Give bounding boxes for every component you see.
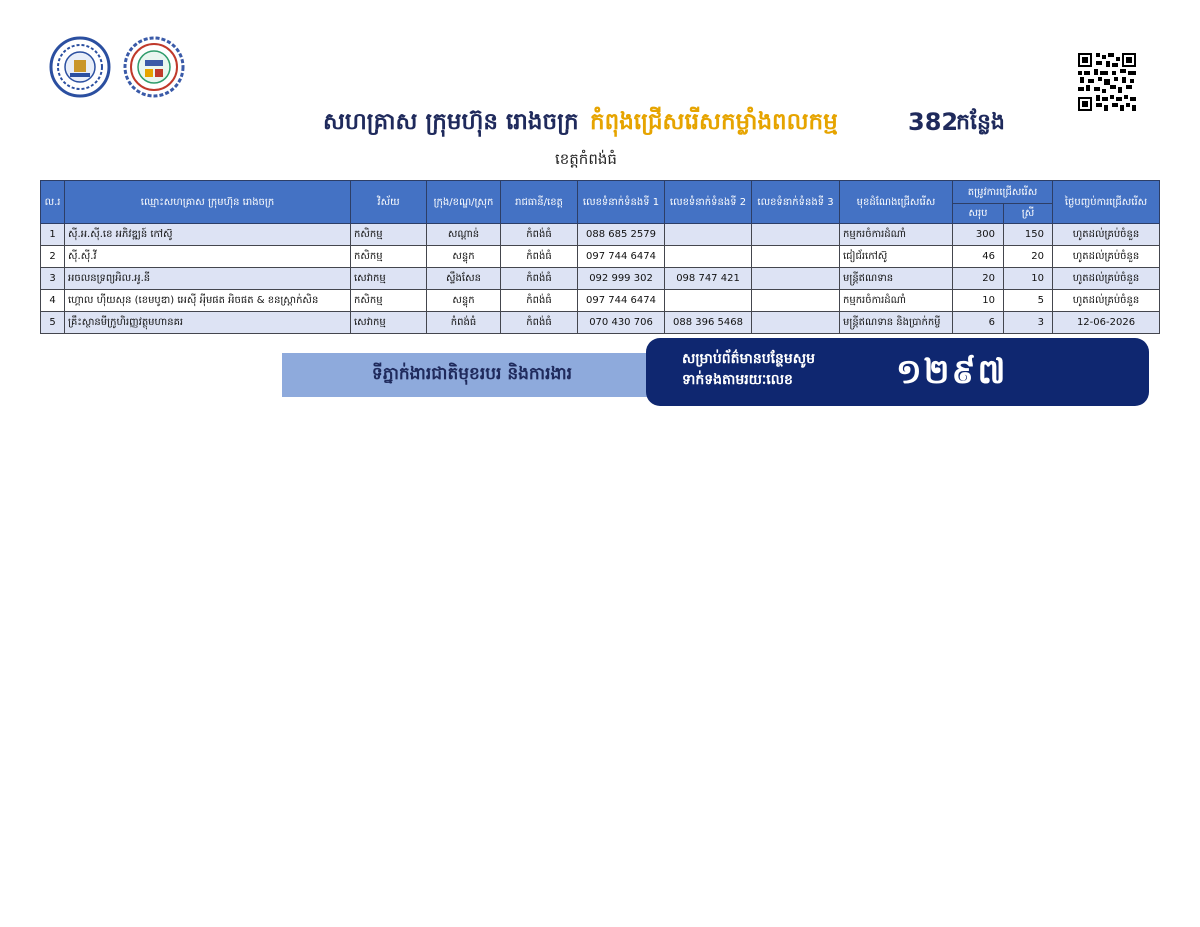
cell-deadline: ហូតដល់គ្រប់ចំនួន	[1053, 290, 1160, 312]
col-header-deadline: ថ្ងៃបញ្ចប់ការជ្រើសរើស	[1053, 181, 1160, 224]
cell-female: 150	[1004, 224, 1053, 246]
cell-deadline: 12-06-2026	[1053, 312, 1160, 334]
cell-sector: កសិកម្ម	[351, 290, 427, 312]
cell-no: 3	[41, 268, 65, 290]
cell-position: កម្មករចំការដំណាំ	[840, 290, 953, 312]
ministry-logo	[49, 36, 111, 98]
cell-province: កំពង់ធំ	[501, 290, 578, 312]
cell-name: ហ្គោល ហ៊ីយសុន (ខេមបូឌា) អេស៊ី អុីមផត អិចផត & ខនស្រ្តាក់សិន	[65, 290, 351, 312]
cell-deadline: ហូតដល់គ្រប់ចំនួន	[1053, 268, 1160, 290]
cell-total: 46	[953, 246, 1004, 268]
cell-phone2: 098 747 421	[665, 268, 752, 290]
col-header-district: ក្រុង/ខណ្ឌ/ស្រុក	[427, 181, 501, 224]
table-row	[41, 246, 1160, 268]
cell-district: ស្ទឹងសែន	[427, 268, 501, 290]
col-header-phone1: លេខទំនាក់ទំនងទី 1	[578, 181, 665, 224]
cell-phone3	[752, 224, 840, 246]
col-header-no: ល.រ	[41, 181, 65, 224]
hotline-note-line1: សម្រាប់ព័ត៌មានបន្ថែមសូម	[682, 351, 816, 367]
cell-phone1: 088 685 2579	[578, 224, 665, 246]
title-middle: កំពុងជ្រើសរើសកម្លាំងពលកម្ម	[590, 109, 838, 135]
cell-total: 300	[953, 224, 1004, 246]
cell-province: កំពង់ធំ	[501, 312, 578, 334]
hotline-note-line2: ទាក់ទងតាមរយៈលេខ	[682, 372, 793, 388]
title-count: 382	[908, 108, 959, 136]
col-header-province: រាជធានី/ខេត្ត	[501, 181, 578, 224]
cell-position: មន្ត្រីឥណទាន និងប្រាក់កម្ចី	[840, 312, 953, 334]
cell-sector: កសិកម្ម	[351, 224, 427, 246]
cell-sector: សេវាកម្ម	[351, 268, 427, 290]
qr-code-icon	[1078, 53, 1136, 111]
col-header-total: សរុប	[953, 204, 1004, 224]
headline	[0, 104, 1200, 144]
col-header-sector: វិស័យ	[351, 181, 427, 224]
cell-province: កំពង់ធំ	[501, 224, 578, 246]
cell-deadline: ហូតដល់គ្រប់ចំនួន	[1053, 224, 1160, 246]
cell-total: 20	[953, 268, 1004, 290]
cell-name: ស៊ី.អ.ស៊ី.ខេ អភិវឌ្ឍន៍ កៅស៊ូ	[65, 224, 351, 246]
cell-phone3	[752, 268, 840, 290]
cell-female: 10	[1004, 268, 1053, 290]
cell-no: 1	[41, 224, 65, 246]
cell-district: សន្ទុក	[427, 246, 501, 268]
cell-phone1: 070 430 706	[578, 312, 665, 334]
province-title: ខេត្តកំពង់ធំ	[555, 150, 617, 168]
table-row	[41, 268, 1160, 290]
cell-sector: សេវាកម្ម	[351, 312, 427, 334]
cell-phone2	[665, 290, 752, 312]
col-header-name: ឈ្មោះសហគ្រាស ក្រុមហ៊ុន រោងចក្រ	[65, 181, 351, 224]
cell-district: កំពង់ធំ	[427, 312, 501, 334]
cell-phone2	[665, 224, 752, 246]
cell-phone1: 097 744 6474	[578, 246, 665, 268]
col-header-female: ស្រី	[1004, 204, 1053, 224]
cell-district: សន្ទុក	[427, 290, 501, 312]
cell-total: 10	[953, 290, 1004, 312]
nea-logo	[123, 36, 185, 98]
cell-name: ស៊ី.ស៊ី.វី	[65, 246, 351, 268]
job-table	[40, 180, 1160, 334]
cell-position: កម្មករចំការដំណាំ	[840, 224, 953, 246]
title-left: សហគ្រាស ក្រុមហ៊ុន រោងចក្រ	[323, 109, 579, 135]
cell-no: 5	[41, 312, 65, 334]
table-row	[41, 312, 1160, 334]
cell-female: 3	[1004, 312, 1053, 334]
col-header-phone3: លេខទំនាក់ទំនងទី 3	[752, 181, 840, 224]
hotline-number: ១២៩៧	[896, 352, 1008, 392]
col-header-demand: តម្រូវការជ្រើសរើស	[953, 181, 1053, 204]
cell-position: ជៀជ័រកៅស៊ូ	[840, 246, 953, 268]
table-row	[41, 290, 1160, 312]
cell-phone1: 097 744 6474	[578, 290, 665, 312]
cell-deadline: ហូតដល់គ្រប់ចំនួន	[1053, 246, 1160, 268]
cell-sector: កសិកម្ម	[351, 246, 427, 268]
cell-phone1: 092 999 302	[578, 268, 665, 290]
cell-phone3	[752, 246, 840, 268]
cell-province: កំពង់ធំ	[501, 246, 578, 268]
cell-name: អចលនទ្រព្យអិល.អូ.នី	[65, 268, 351, 290]
cell-phone2	[665, 246, 752, 268]
cell-district: សណ្ដាន់	[427, 224, 501, 246]
col-header-phone2: លេខទំនាក់ទំនងទី 2	[665, 181, 752, 224]
title-unit: កន្លែង	[956, 110, 1005, 135]
cell-position: មន្ត្រីឥណទាន	[840, 268, 953, 290]
cell-no: 2	[41, 246, 65, 268]
cell-female: 20	[1004, 246, 1053, 268]
col-header-position: មុខដំណែងជ្រើសរើស	[840, 181, 953, 224]
cell-phone3	[752, 312, 840, 334]
cell-no: 4	[41, 290, 65, 312]
cell-province: កំពង់ធំ	[501, 268, 578, 290]
cell-phone2: 088 396 5468	[665, 312, 752, 334]
agency-banner	[282, 353, 662, 397]
hotline-box	[646, 338, 1149, 406]
agency-name: ទីភ្នាក់ងារជាតិមុខរបរ និងការងារ	[371, 364, 573, 384]
cell-name: គ្រឹះស្ថានមីក្រូហិរញ្ញវត្ថុមហានគរ	[65, 312, 351, 334]
cell-total: 6	[953, 312, 1004, 334]
cell-phone3	[752, 290, 840, 312]
cell-female: 5	[1004, 290, 1053, 312]
table-row	[41, 224, 1160, 246]
